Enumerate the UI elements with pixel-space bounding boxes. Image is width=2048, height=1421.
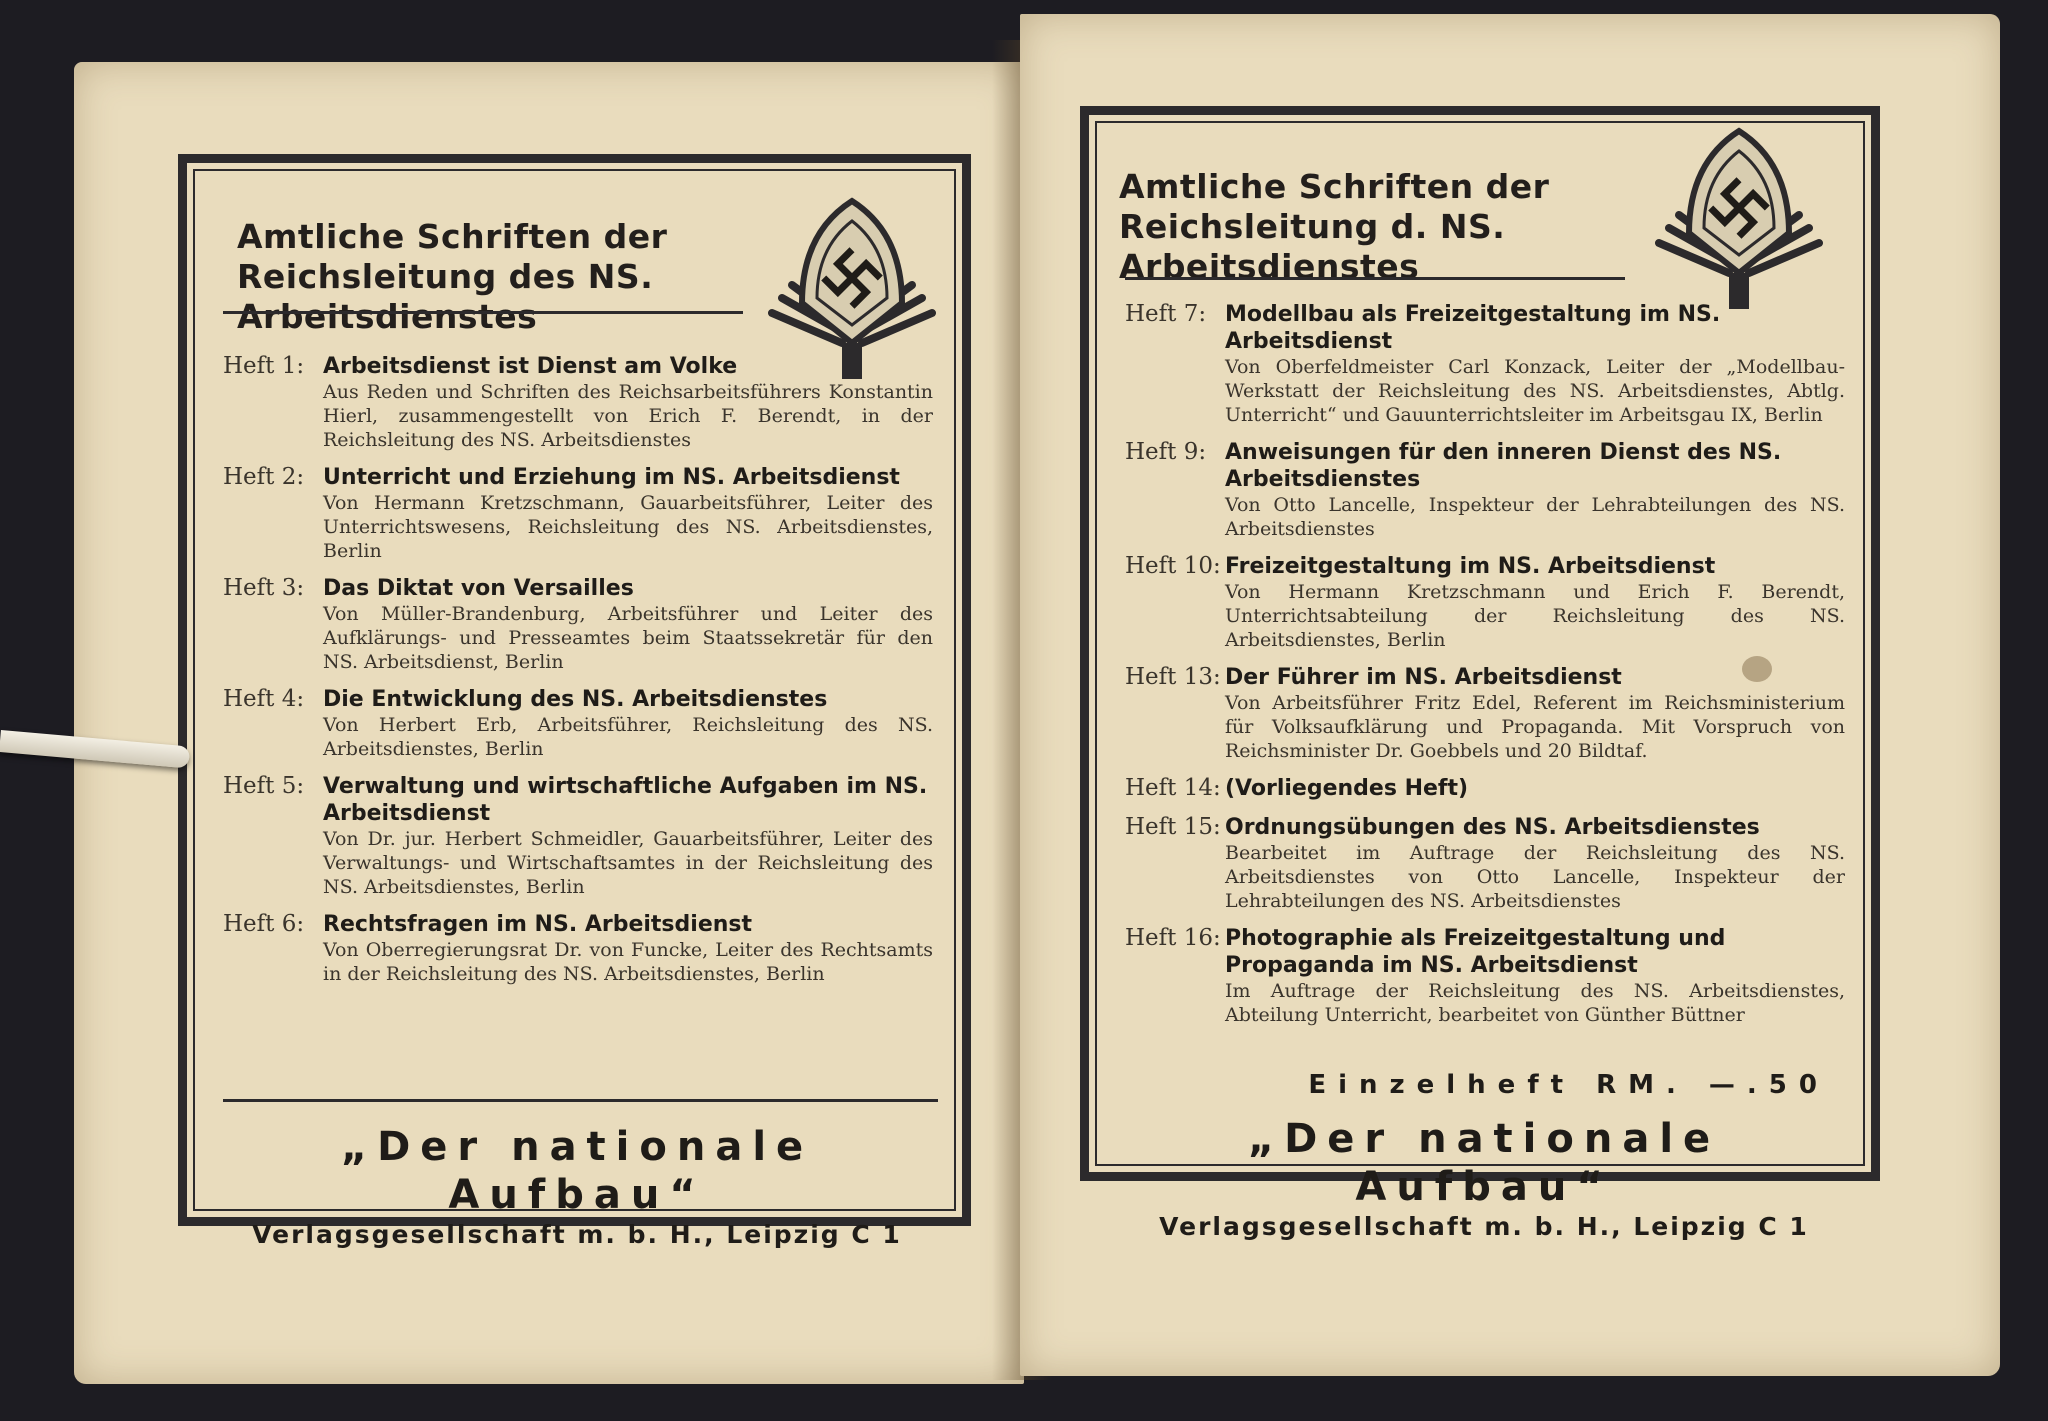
list-item <box>223 464 933 563</box>
heft-title: Arbeitsdienst ist Dienst am Volke <box>323 354 738 379</box>
list-item <box>223 575 933 674</box>
left-footer-rule <box>223 1099 938 1102</box>
heft-number: Heft 5: <box>223 773 305 799</box>
heft-title: Unterricht und Erziehung im NS. Arbeitsdienst <box>323 465 900 490</box>
heft-number: Heft 7: <box>1125 301 1207 327</box>
left-header-rule <box>223 311 743 314</box>
rad-spade-emblem-icon <box>1649 123 1829 313</box>
heft-description: Bearbeitet im Auftrage der Reichsleitung des NS. Arbeitsdienstes von Otto Lancelle, Inspekteur der Lehrabteilungen des NS. Arbeitsdienstes <box>1225 842 1845 912</box>
heft-title: Modellbau als Freizeitgestaltung im NS. Arbeitsdienst <box>1225 302 1721 354</box>
heft-description: Von Oberregierungsrat Dr. von Funcke, Leiter des Rechtsamts in der Reichsleitung des NS. Arbeitsdienstes, Berlin <box>323 939 933 985</box>
heft-description: Von Arbeitsführer Fritz Edel, Referent im Reichsministerium für Volksaufklärung und Propaganda. Mit Vorspruch von Reichsminister Dr. Goebbels und 20 Bildtaf. <box>1225 692 1845 762</box>
heft-description: Von Müller-Brandenburg, Arbeitsführer und Leiter des Aufklärungs- und Presseamtes beim Staatssekretär für den NS. Arbeitsdienst, Berlin <box>323 603 933 673</box>
right-frame <box>1080 106 1880 1241</box>
publisher-name: „Der nationale Aufbau“ <box>340 1124 814 1218</box>
list-item <box>1125 814 1845 913</box>
heft-number: Heft 4: <box>223 686 305 712</box>
list-item <box>1125 925 1845 1027</box>
left-page <box>74 62 1024 1384</box>
heft-number: Heft 14: <box>1125 775 1221 801</box>
paper-stain <box>1742 656 1772 682</box>
left-header-title: Amtliche Schriften der Reichsleitung des NS. Arbeitsdienstes <box>237 217 668 336</box>
heft-number: Heft 1: <box>223 353 305 379</box>
heft-number: Heft 2: <box>223 464 305 490</box>
heft-number: Heft 6: <box>223 911 305 937</box>
left-entries-list <box>223 353 933 998</box>
publisher-name: „Der nationale Aufbau“ <box>1247 1116 1721 1210</box>
heft-description: Aus Reden und Schriften des Reichsarbeitsführers Konstantin Hierl, zusammengestellt von Erich F. Berendt, in der Reichsleitung des NS. Arbeitsdienstes <box>323 381 933 451</box>
list-item <box>223 353 933 452</box>
heft-title: Photographie als Freizeitgestaltung und Propaganda im NS. Arbeitsdienst <box>1225 926 1726 978</box>
right-header-rule <box>1125 277 1625 280</box>
heft-description: Von Herbert Erb, Arbeitsführer, Reichsleitung des NS. Arbeitsdienstes, Berlin <box>323 714 933 760</box>
heft-number: Heft 15: <box>1125 814 1221 840</box>
publisher-subtitle: Verlagsgesellschaft m. b. H., Leipzig C 1 <box>252 1220 902 1249</box>
heft-title: Das Diktat von Versailles <box>323 576 634 601</box>
heft-number: Heft 3: <box>223 575 305 601</box>
heft-description: Von Hermann Kretzschmann, Gauarbeitsführer, Leiter des Unterrichtswesens, Reichsleitung des NS. Arbeitsdienstes, Berlin <box>323 492 933 562</box>
heft-title: Die Entwicklung des NS. Arbeitsdienstes <box>323 687 828 712</box>
heft-title: Anweisungen für den inneren Dienst des NS. Arbeitsdienstes <box>1225 440 1782 492</box>
heft-description: Von Oberfeldmeister Carl Konzack, Leiter der „Modellbau-Werkstatt der Reichsleitung des NS. Arbeitsdienstes, Abtlg. Unterricht“ und Gauunterrichtsleiter im Arbeitsgau IX, Berlin <box>1225 356 1845 426</box>
heft-title: Rechtsfragen im NS. Arbeitsdienst <box>323 912 753 937</box>
publisher-subtitle: Verlagsgesellschaft m. b. H., Leipzig C 1 <box>1159 1212 1809 1241</box>
heft-description: Von Dr. jur. Herbert Schmeidler, Gauarbeitsführer, Leiter des Verwaltungs- und Wirtschaftsamtes in der Reichsleitung des NS. Arbeitsdienstes, Berlin <box>323 828 933 898</box>
heft-title: Freizeitgestaltung im NS. Arbeitsdienst <box>1225 554 1716 579</box>
right-entries-list <box>1125 301 1845 1039</box>
heft-description: Im Auftrage der Reichsleitung des NS. Arbeitsdienstes, Abteilung Unterricht, bearbeitet von Günther Büttner <box>1225 980 1845 1026</box>
heft-number: Heft 10: <box>1125 553 1221 579</box>
list-item <box>1125 664 1845 763</box>
heft-number: Heft 9: <box>1125 439 1207 465</box>
heft-description: Von Hermann Kretzschmann und Erich F. Berendt, Unterrichtsabteilung der Reichsleitung des NS. Arbeitsdienstes, Berlin <box>1225 581 1845 651</box>
list-item <box>1125 553 1845 652</box>
heft-title: Verwaltung und wirtschaftliche Aufgaben im NS. Arbeitsdienst <box>323 774 928 826</box>
list-item <box>1125 301 1845 427</box>
list-item <box>1125 439 1845 541</box>
rad-spade-emblem-icon <box>762 193 942 383</box>
right-header-title: Amtliche Schriften der Reichsleitung d. NS. Arbeitsdienstes <box>1119 167 1550 286</box>
heft-title: (Vorliegendes Heft) <box>1225 776 1469 801</box>
heft-title: Der Führer im NS. Arbeitsdienst <box>1225 665 1622 690</box>
list-item <box>1125 775 1845 802</box>
heft-description: Von Otto Lancelle, Inspekteur der Lehrabteilungen des NS. Arbeitsdienstes <box>1225 494 1845 540</box>
right-publisher <box>1109 1115 1859 1243</box>
price-line: Einzelheft RM. —.50 <box>1308 1070 1829 1100</box>
left-publisher <box>207 1123 947 1251</box>
list-item <box>223 686 933 761</box>
right-page <box>1020 14 2000 1376</box>
heft-number: Heft 16: <box>1125 925 1221 951</box>
list-item <box>223 911 933 986</box>
heft-number: Heft 13: <box>1125 664 1221 690</box>
heft-title: Ordnungsübungen des NS. Arbeitsdienstes <box>1225 815 1760 840</box>
list-item <box>223 773 933 899</box>
left-frame <box>178 154 971 1249</box>
